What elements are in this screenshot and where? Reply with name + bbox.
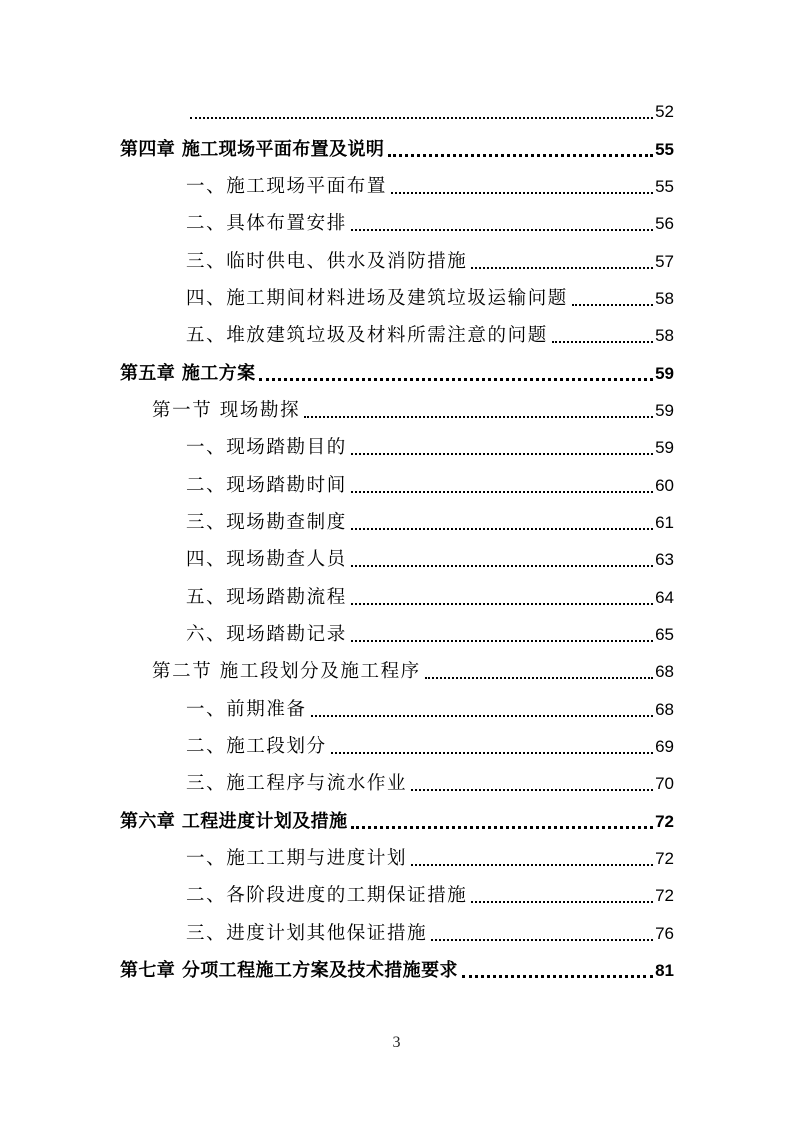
dot-leader <box>389 175 655 199</box>
toc-entry-item[interactable] <box>186 542 674 572</box>
toc-entry-page: 58 <box>655 326 674 345</box>
dot-leader <box>460 959 655 983</box>
toc-entry-page: 81 <box>655 961 674 980</box>
dot-leader <box>349 810 655 834</box>
dot-leader <box>349 474 655 498</box>
toc-entry-item[interactable] <box>186 169 674 199</box>
toc-entry-item[interactable] <box>186 916 674 946</box>
toc-entry-label: 五、现场踏勘流程 <box>186 587 347 608</box>
toc-entry-page: 59 <box>655 438 674 457</box>
toc-entry-page: 70 <box>655 774 674 793</box>
toc-entry-item[interactable] <box>186 878 674 908</box>
toc-entry-label: 二、具体布置安排 <box>186 213 347 234</box>
dot-leader <box>349 511 655 535</box>
dot-leader <box>469 884 655 908</box>
toc-entry-item[interactable] <box>186 841 674 871</box>
toc-entry-item[interactable] <box>186 281 674 311</box>
toc-entry-page: 68 <box>655 700 674 719</box>
toc-entry-item[interactable] <box>186 729 674 759</box>
dot-leader <box>329 735 655 759</box>
dot-leader <box>188 100 655 124</box>
toc-entry-section[interactable] <box>152 654 674 684</box>
toc-entry-label: 第四章 施工现场平面布置及说明 <box>120 139 385 160</box>
toc-entry-item[interactable] <box>186 318 674 348</box>
dot-leader <box>570 287 655 311</box>
dot-leader <box>550 324 655 348</box>
toc-entry-item[interactable] <box>186 766 674 796</box>
toc-entry-item[interactable] <box>186 430 674 460</box>
toc-entry-label: 三、进度计划其他保证措施 <box>186 923 428 944</box>
dot-leader <box>257 362 655 386</box>
toc-entry-page: 52 <box>655 102 674 121</box>
toc-entry-item[interactable] <box>186 244 674 274</box>
toc-entry-item[interactable] <box>186 206 674 236</box>
toc-entry-page: 61 <box>655 513 674 532</box>
dot-leader <box>349 586 655 610</box>
dot-leader <box>386 138 655 162</box>
dot-leader <box>349 623 655 647</box>
toc-entry-page: 64 <box>655 588 674 607</box>
toc-entry-item[interactable] <box>186 505 674 535</box>
toc-entry-page: 57 <box>655 252 674 271</box>
toc-entry-label: 四、现场勘查人员 <box>186 549 347 570</box>
dot-leader <box>349 436 655 460</box>
dot-leader <box>309 698 655 722</box>
toc-entry-label: 二、施工段划分 <box>186 736 327 757</box>
toc-entry-page: 60 <box>655 476 674 495</box>
toc-entry-page: 76 <box>655 924 674 943</box>
toc-entry-page: 65 <box>655 625 674 644</box>
dot-leader <box>423 660 655 684</box>
toc-entry-chapter[interactable] <box>120 953 674 983</box>
toc-entry-label: 三、施工程序与流水作业 <box>186 773 408 794</box>
toc-entry-page: 59 <box>655 401 674 420</box>
toc-entry-label: 三、现场勘查制度 <box>186 512 347 533</box>
toc-entry-page: 72 <box>655 812 674 831</box>
toc-entry-label: 第五章 施工方案 <box>120 363 256 384</box>
toc-entry-label: 二、现场踏勘时间 <box>186 475 347 496</box>
toc-entry-page: 68 <box>655 662 674 681</box>
toc-entry-page: 72 <box>655 849 674 868</box>
page-number: 3 <box>392 1034 401 1051</box>
toc-entry-page: 69 <box>655 737 674 756</box>
dot-leader <box>469 250 655 274</box>
toc-entry-label: 一、施工工期与进度计划 <box>186 848 408 869</box>
toc-entry-item[interactable] <box>186 468 674 498</box>
toc-entry-label: 一、前期准备 <box>186 699 307 720</box>
toc-entry-label: 第六章 工程进度计划及措施 <box>120 811 348 832</box>
toc-entry-continuation[interactable] <box>186 94 674 124</box>
toc-entry-item[interactable] <box>186 692 674 722</box>
dot-leader <box>409 847 655 871</box>
toc-entry-page: 55 <box>655 177 674 196</box>
toc-entry-section[interactable] <box>152 393 674 423</box>
toc-entry-label: 一、现场踏勘目的 <box>186 437 347 458</box>
toc-entry-page: 63 <box>655 550 674 569</box>
toc-entry-chapter[interactable] <box>120 804 674 834</box>
toc-entry-label: 六、现场踏勘记录 <box>186 624 347 645</box>
toc-entry-page: 72 <box>655 886 674 905</box>
toc-entry-item[interactable] <box>186 617 674 647</box>
toc-entry-item[interactable] <box>186 580 674 610</box>
toc-entry-page: 58 <box>655 289 674 308</box>
toc-entry-label: 一、施工现场平面布置 <box>186 176 388 197</box>
toc-entry-label: 五、堆放建筑垃圾及材料所需注意的问题 <box>186 325 548 346</box>
dot-leader <box>349 212 655 236</box>
dot-leader <box>409 772 655 796</box>
dot-leader <box>429 922 655 946</box>
toc-entry-page: 55 <box>655 140 674 159</box>
toc-entry-label: 第二节 施工段划分及施工程序 <box>152 661 421 682</box>
toc-entry-label: 第七章 分项工程施工方案及技术措施要求 <box>120 960 458 981</box>
toc-entry-chapter[interactable] <box>120 132 674 162</box>
toc-entry-label: 四、施工期间材料进场及建筑垃圾运输问题 <box>186 288 568 309</box>
toc-entry-label: 第一节 现场勘探 <box>152 400 301 421</box>
dot-leader <box>349 548 655 572</box>
dot-leader <box>302 399 655 423</box>
toc-entry-chapter[interactable] <box>120 356 674 386</box>
toc-entry-page: 56 <box>655 214 674 233</box>
toc-entry-page: 59 <box>655 364 674 383</box>
toc-entry-label: 二、各阶段进度的工期保证措施 <box>186 885 468 906</box>
toc-entry-label: 三、临时供电、供水及消防措施 <box>186 251 468 272</box>
